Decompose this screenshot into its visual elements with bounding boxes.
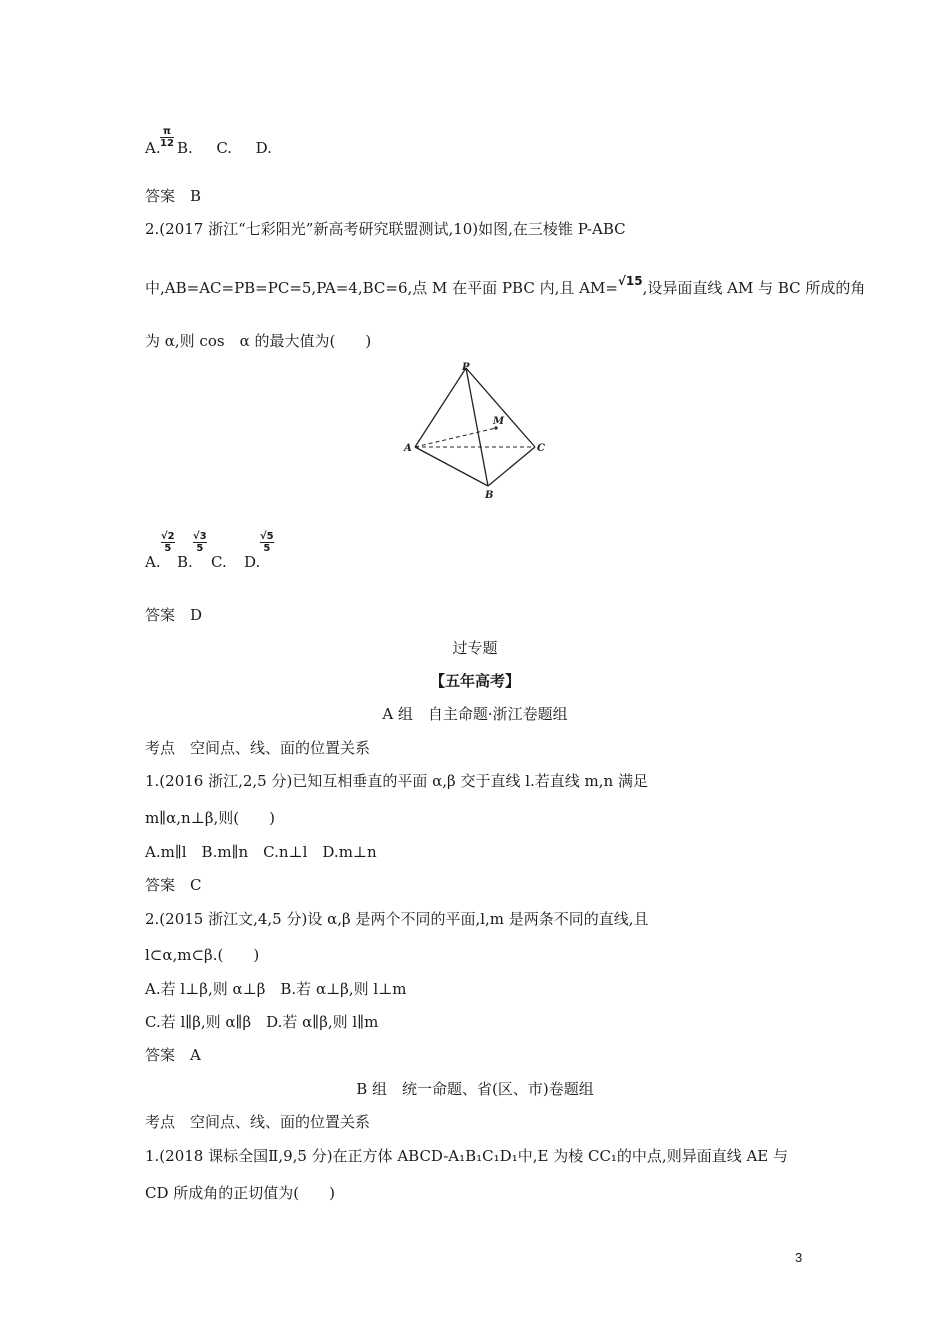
q1-option-c-label: C.: [216, 139, 233, 157]
q2-line2: [145, 274, 866, 299]
q2-line1: 2.(2017 浙江“七彩阳光”新高考研究联盟测试,10)如图,在三棱锥 P-ABC: [145, 220, 626, 238]
q2-answer: 答案 D: [145, 606, 203, 624]
q2-line2-post: ,设异面直线 AM 与 BC 所成的角: [642, 279, 866, 297]
edge-pc: [466, 368, 535, 447]
label-c: C: [537, 443, 545, 454]
subsection-title: 【五年高考】: [429, 672, 520, 690]
qa1-line1: 1.(2016 浙江,2,5 分)已知互相垂直的平面 α,β 交于直线 l.若直线 m,n 满足: [145, 772, 648, 790]
q1-option-a-label: A.: [145, 139, 161, 157]
q2-sqrt15: √15: [617, 274, 643, 288]
q1-option-a-numerator: π: [163, 126, 171, 137]
edge-cb: [488, 447, 535, 486]
q2-option-d-numerator: √5: [260, 531, 274, 542]
qa2-options1: A.若 l⊥β,则 α⊥β B.若 α⊥β,则 l⊥m: [145, 980, 407, 998]
qb1-line1: 1.(2018 课标全国Ⅱ,9,5 分)在正方体 ABCD-A₁B₁C₁D₁中,E 为棱 CC₁的中点,则异面直线 AE 与: [145, 1147, 789, 1165]
label-m: M: [493, 416, 505, 427]
topic-a: 考点 空间点、线、面的位置关系: [145, 739, 371, 757]
q2-option-a-fraction: [161, 531, 175, 554]
qa2-line1: 2.(2015 浙江文,4,5 分)设 α,β 是两个不同的平面,l,m 是两条不同的直线,且: [145, 910, 649, 928]
label-a: A: [404, 443, 412, 454]
q2-option-b-denominator: 5: [193, 542, 207, 554]
segment-am-hidden: [415, 428, 496, 447]
section-title: 过专题: [452, 639, 498, 657]
edge-ab: [415, 447, 488, 486]
q2-option-b-fraction: [193, 531, 207, 554]
page-number: 3: [795, 1250, 803, 1265]
q2-option-a-numerator: √2: [161, 531, 175, 542]
q2-option-b-label: B.: [177, 553, 193, 571]
q2-option-c-label: C.: [211, 553, 227, 571]
q1-options-rest: [177, 138, 272, 158]
q2-option-b-numerator: √3: [193, 531, 207, 542]
q2-line3: 为 α,则 cos α 的最大值为( ): [145, 332, 372, 350]
q1-option-d-label: D.: [255, 139, 272, 157]
q2-option-d-label: D.: [244, 553, 261, 571]
q2-line2-pre: 中,AB=AC=PB=PC=5,PA=4,BC=6,点 M 在平面 PBC 内,且 AM=: [145, 279, 618, 297]
label-p: P: [462, 362, 470, 373]
topic-b: 考点 空间点、线、面的位置关系: [145, 1113, 371, 1131]
group-a-title: A 组 自主命题·浙江卷题组: [382, 705, 568, 723]
edge-pa: [415, 368, 466, 447]
qa1-options: A.m∥l B.m∥n C.n⊥l D.m⊥n: [145, 843, 377, 861]
qa1-line2: m∥α,n⊥β,则( ): [145, 809, 275, 827]
q1-options: [145, 138, 161, 158]
qb1-line2: CD 所成角的正切值为( ): [145, 1184, 335, 1202]
pyramid-figure: [400, 360, 570, 500]
q1-answer: 答案 B: [145, 187, 202, 205]
q1-option-a-fraction: [160, 126, 174, 149]
group-b-title: B 组 统一命题、省(区、市)卷题组: [356, 1080, 594, 1098]
qa2-line2: l⊂α,m⊂β.( ): [145, 946, 260, 964]
qa1-answer: 答案 C: [145, 876, 202, 894]
q2-option-a-label: A.: [145, 553, 161, 571]
q2-option-d-denominator: 5: [260, 542, 274, 554]
qa2-options2: C.若 l∥β,则 α∥β D.若 α∥β,则 l∥m: [145, 1013, 379, 1031]
q1-option-a-denominator: 12: [160, 138, 174, 149]
q2-option-a-denominator: 5: [161, 542, 175, 554]
label-b: B: [485, 490, 494, 500]
edge-pb: [466, 368, 488, 486]
q1-option-b-label: B.: [177, 139, 193, 157]
q2-option-d-fraction: [260, 531, 274, 554]
qa2-answer: 答案 A: [145, 1046, 201, 1064]
